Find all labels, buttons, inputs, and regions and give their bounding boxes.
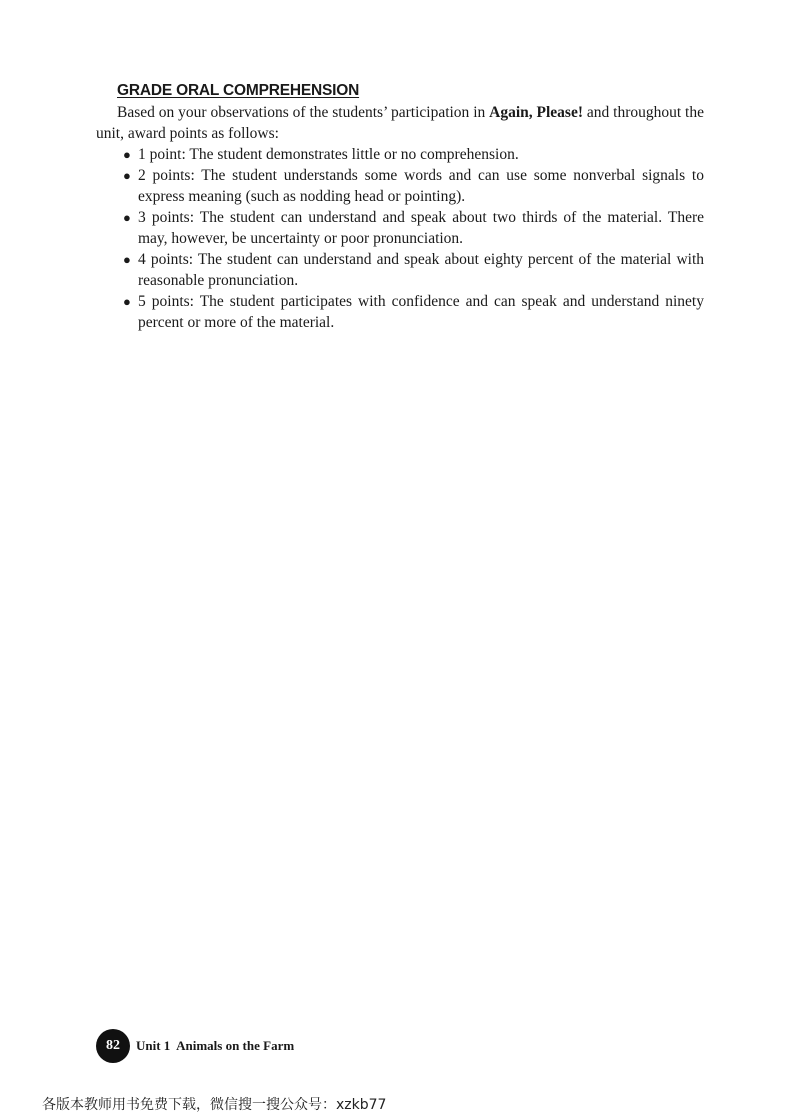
section-heading: GRADE ORAL COMPREHENSION (117, 82, 360, 99)
list-item-text: 5 points: The student participates with confidence and can speak and understand ninety percent or more of the material. (138, 293, 704, 331)
points-list-item (123, 165, 704, 207)
points-list-item (123, 207, 704, 249)
list-item-text: 1 point: The student demonstrates little or no comprehension. (138, 146, 519, 163)
page-footer (96, 1029, 294, 1063)
activity-name: Again, Please! (489, 104, 583, 121)
bullet-icon: ● (123, 168, 131, 183)
bullet-icon: ● (123, 147, 131, 162)
bullet-icon: ● (123, 210, 131, 225)
watermark-text: 各版本教师用书免费下载，微信搜一搜公众号：xzkb77 (42, 1097, 387, 1113)
grade-oral-comprehension-section (96, 80, 704, 333)
bullet-icon: ● (123, 252, 131, 267)
bullet-icon: ● (123, 294, 131, 309)
list-item-text: 3 points: The student can understand and speak about two thirds of the material. There may, however, be uncertainty or poor pronunciation. (138, 209, 704, 247)
points-list-item (123, 249, 704, 291)
intro-text-after: and throughout the unit, award points as follows: (96, 104, 704, 142)
points-list-item (123, 144, 704, 165)
intro-paragraph (96, 102, 704, 144)
list-item-text: 2 points: The student understands some words and can use some nonverbal signals to express meaning (such as nodding head or pointing). (138, 167, 704, 205)
points-list (96, 144, 704, 333)
page-number: 82 (106, 1038, 120, 1053)
intro-text-before: Based on your observations of the students’ participation in (117, 104, 490, 121)
running-title: Unit 1 Animals on the Farm (136, 1038, 295, 1053)
page-number-badge (96, 1029, 130, 1063)
list-item-text: 4 points: The student can understand and speak about eighty percent of the material with reasonable pronunciation. (138, 251, 704, 289)
points-list-item (123, 291, 704, 333)
